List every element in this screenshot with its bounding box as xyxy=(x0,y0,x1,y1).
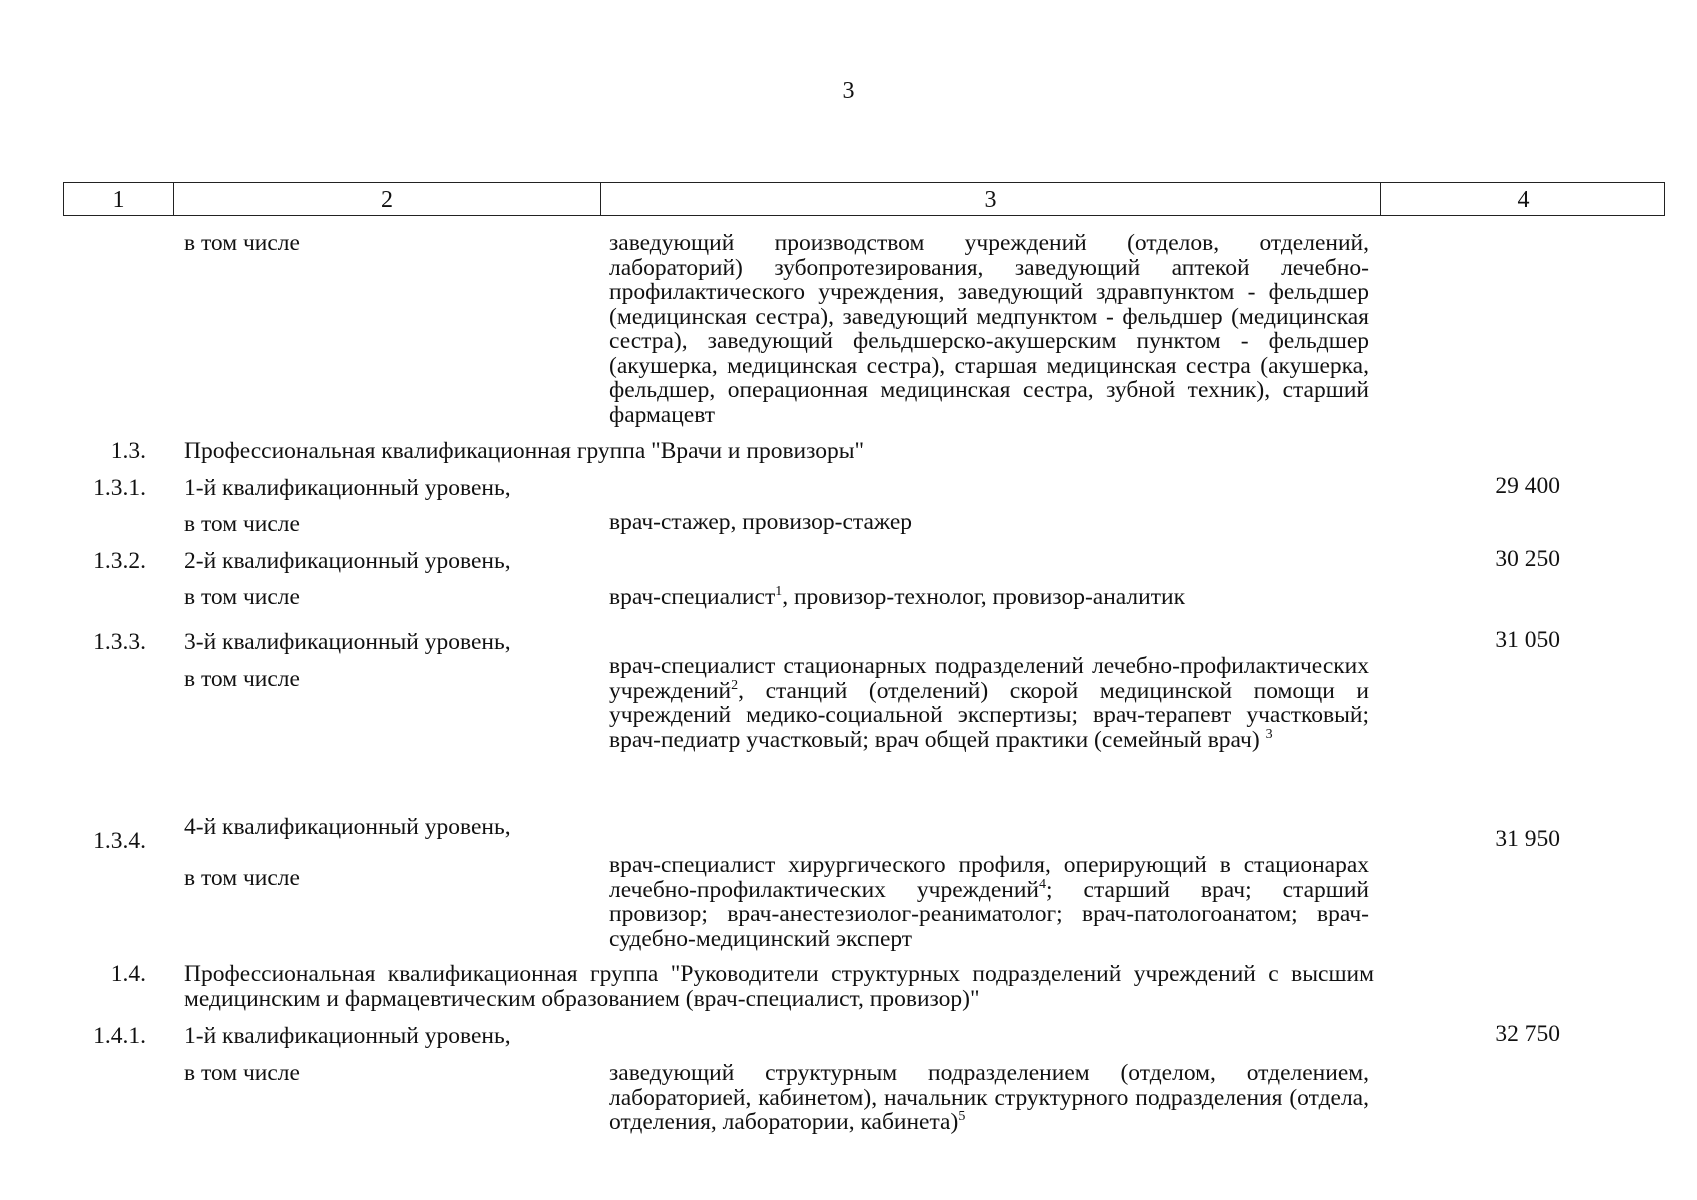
row-0-col3: заведующий производством учреждений (отделов, отделений, лабораторий) зубопротезирования, заведующий аптекой лечебно-профилактического учреждения, заведующий здравпунктом - фельдшер (медицинская сестра), заведующий медпунктом - фельдшер (медицинская сестра), заведующий фельдшерско-акушерским пунктом - фельдшер (акушерка, медицинская сестра), старшая медицинская сестра (акушерка, фельдшер, операционная медицинская сестра, зубной техник), старший фармацевт xyxy=(609,230,1369,428)
row-2-col2: 1-й квалификационный уровень, xyxy=(184,475,511,501)
row-12-col3: заведующий структурным подразделением (отделом, отделением, лабораторией, кабинетом), начальник структурного подразделения (отдела, отделения, лаборатории, кабинета)$^5$ xyxy=(609,1060,1369,1135)
row-6-col4: 31 050 xyxy=(1495,627,1560,653)
row-8-num: 1.3.4. xyxy=(93,828,146,854)
header-col-4: 4 xyxy=(1517,187,1530,213)
row-10-col2: Профессиональная квалификационная группа "Руководители структурных подразделений учреждений с высшим медицинским и фармацевтическим образованием (врач-специалист, провизор)" xyxy=(184,961,1374,1012)
row-1-num: 1.3. xyxy=(110,438,146,464)
row-5-col3: врач-специалист$^1$, провизор-технолог, провизор-аналитик xyxy=(609,584,1185,610)
row-3-col2: в том числе xyxy=(184,511,300,537)
row-11-col4: 32 750 xyxy=(1495,1021,1560,1047)
row-9-col3: врач-специалист хирургического профиля, оперирующий в стационарах лечебно-профилактических учреждений$^4$; старший врач; старший провизор; врач-анестезиолог-реаниматолог; врач-патологоанатом; врач-судебно-медицинский эксперт xyxy=(609,852,1369,952)
table-header-row xyxy=(63,182,1665,216)
header-col-1: 1 xyxy=(112,187,125,213)
row-1-col2: Профессиональная квалификационная группа "Врачи и провизоры" xyxy=(184,438,865,464)
row-6-col2: 3-й квалификационный уровень, xyxy=(184,629,511,655)
row-8-col4: 31 950 xyxy=(1495,826,1560,852)
row-0-col2: в том числе xyxy=(184,230,300,256)
row-12-col2: в том числе xyxy=(184,1060,300,1086)
page-number: 3 xyxy=(842,78,855,104)
row-7-col3: врач-специалист стационарных подразделений лечебно-профилактических учреждений$^2$, станций (отделений) скорой медицинской помощи и учреждений медико-социальной экспертизы; врач-терапевт участковый; врач-педиатр участковый; врач общей практики (семейный врач) $^3$ xyxy=(609,653,1369,753)
row-11-col2: 1-й квалификационный уровень, xyxy=(184,1023,511,1049)
row-9-col2: в том числе xyxy=(184,865,300,891)
row-10-num: 1.4. xyxy=(110,961,146,987)
row-2-num: 1.3.1. xyxy=(93,475,146,501)
header-col-3: 3 xyxy=(984,187,997,213)
header-col-2: 2 xyxy=(381,187,393,213)
row-4-col4: 30 250 xyxy=(1495,546,1560,572)
row-4-num: 1.3.2. xyxy=(93,548,146,574)
row-3-col3: врач-стажер, провизор-стажер xyxy=(609,509,912,535)
row-4-col2: 2-й квалификационный уровень, xyxy=(184,548,511,574)
row-8-col2: 4-й квалификационный уровень, xyxy=(184,814,511,840)
row-6-num: 1.3.3. xyxy=(93,629,146,655)
row-7-col2: в том числе xyxy=(184,666,300,692)
row-5-col2: в том числе xyxy=(184,584,300,610)
row-11-num: 1.4.1. xyxy=(93,1023,146,1049)
row-2-col4: 29 400 xyxy=(1495,473,1560,499)
